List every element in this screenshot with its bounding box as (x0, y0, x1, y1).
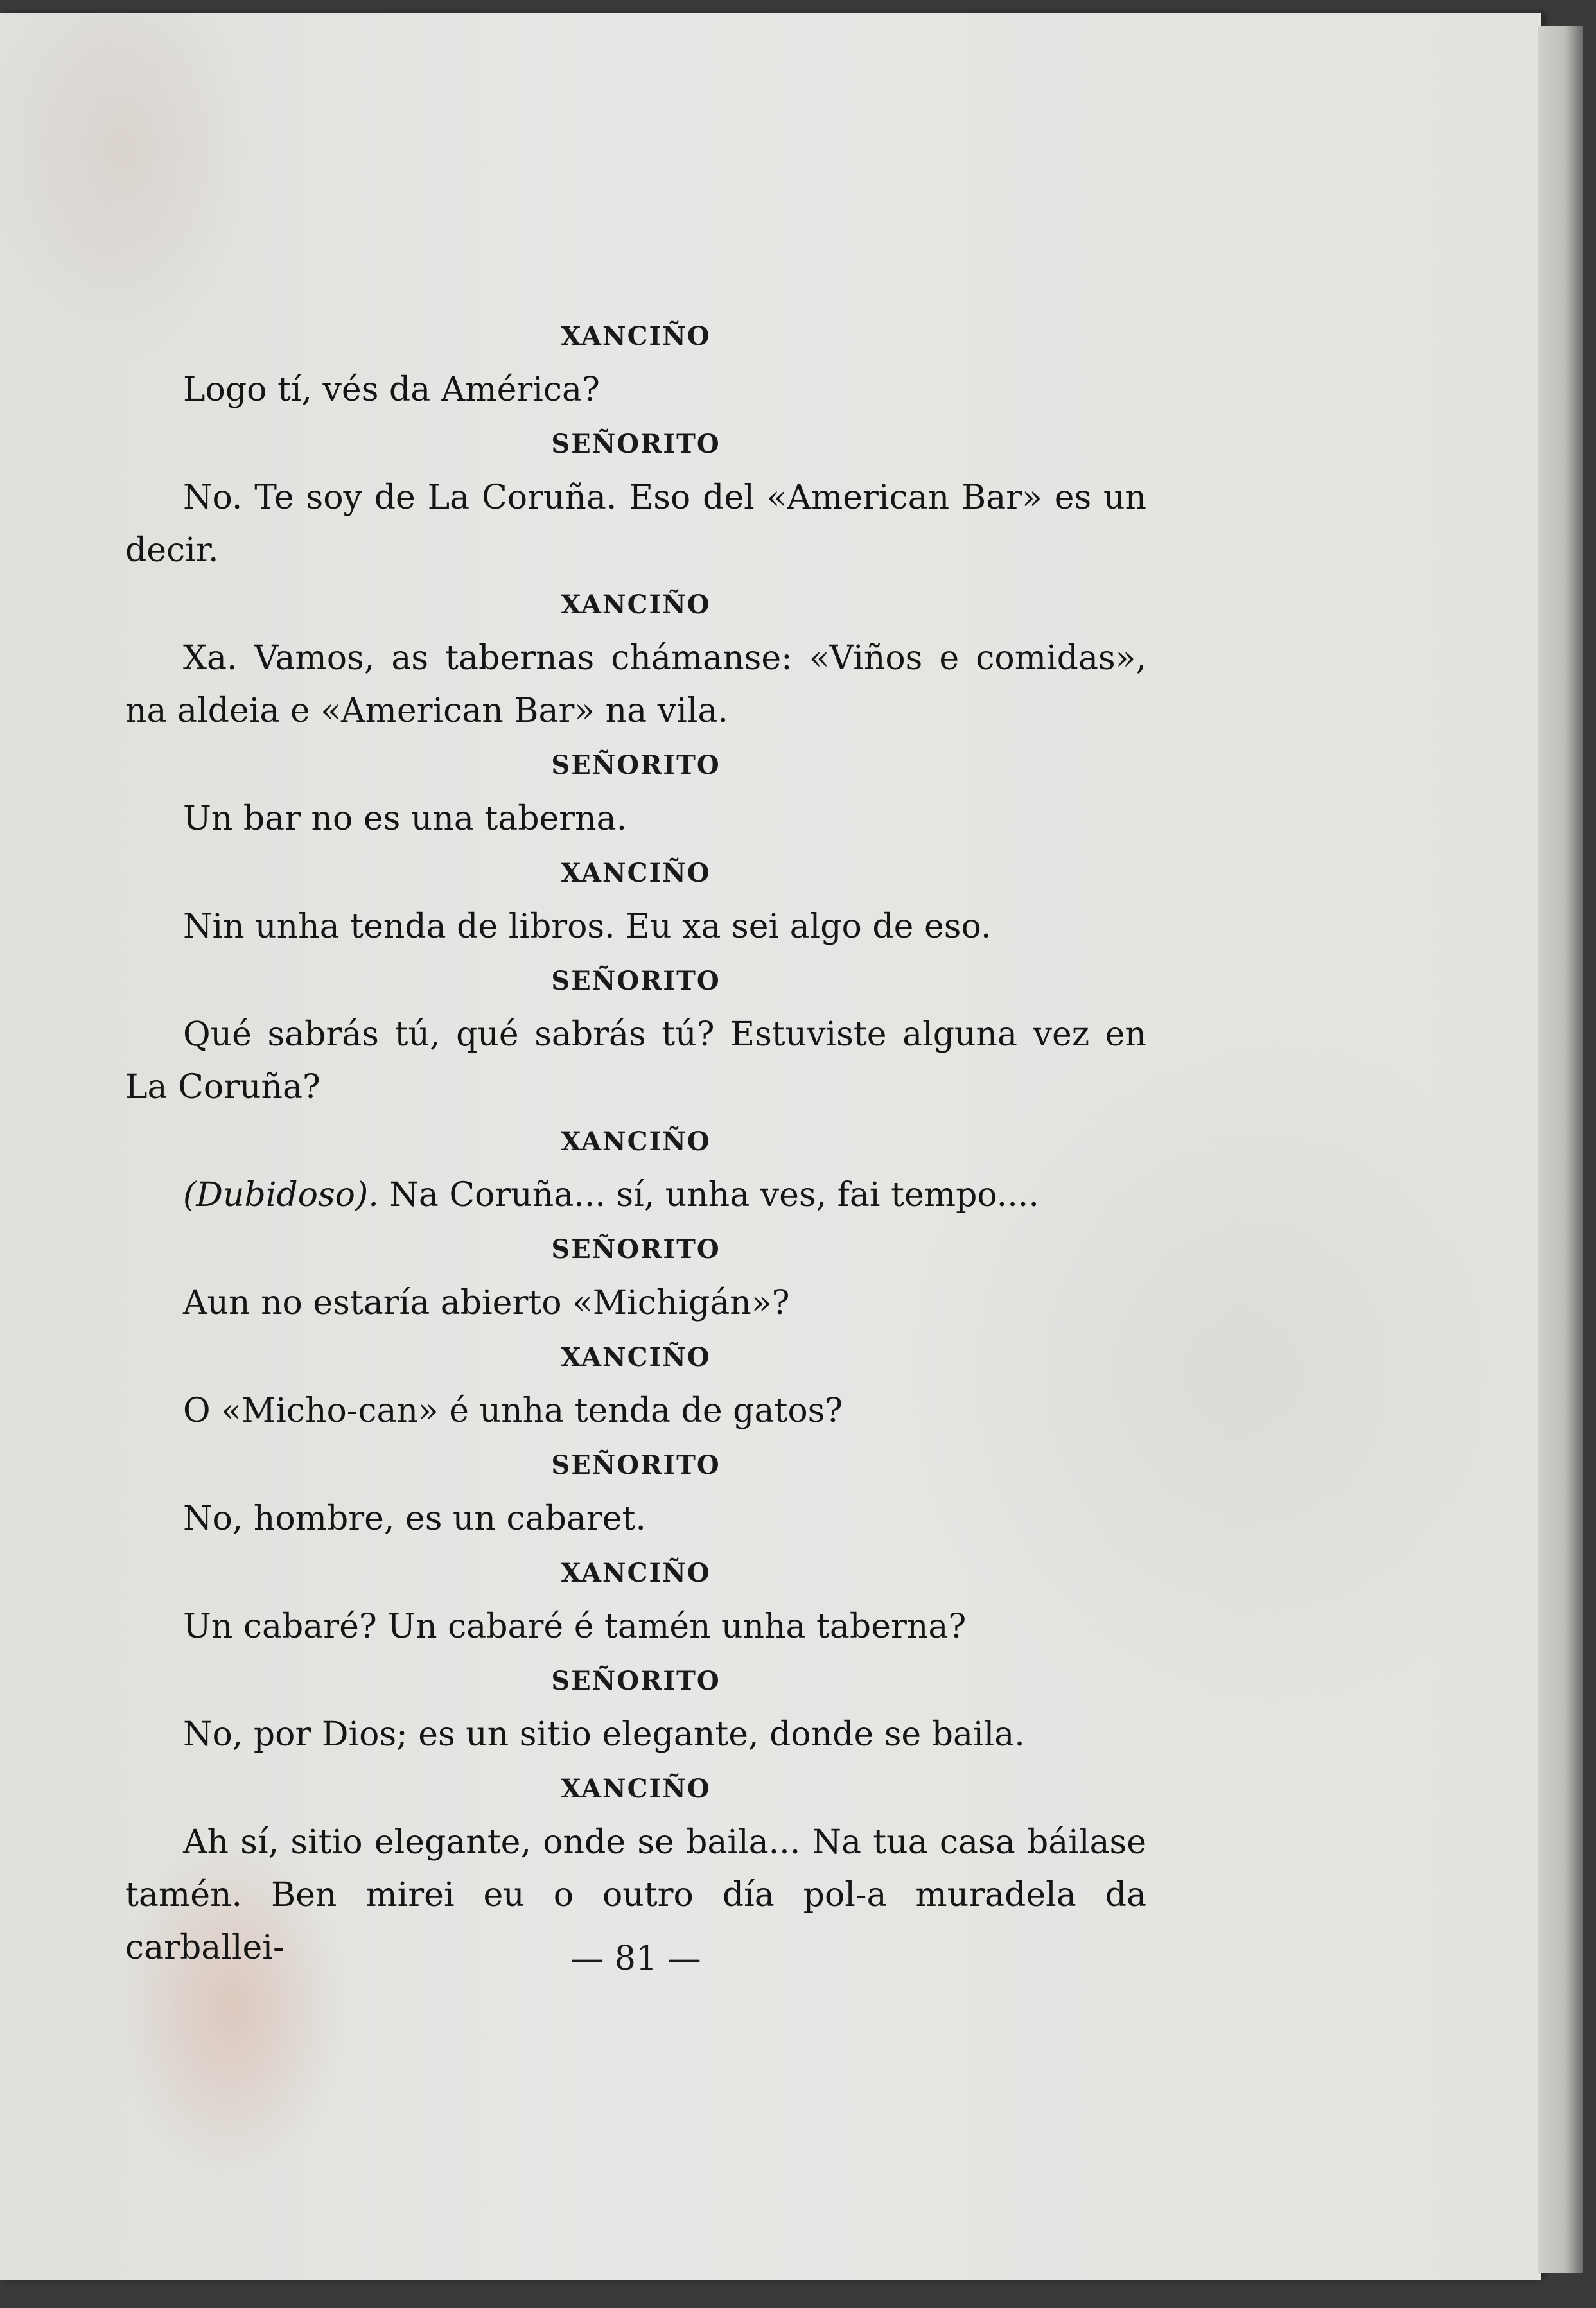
speaker-name: XANCIÑO (561, 1558, 711, 1588)
dialogue-line: Xa. Vamos, as tabernas chámanse: «Viños e comidas», na aldeia e «American Bar» na vila. (125, 639, 1146, 730)
speaker-name: SEÑORITO (551, 1450, 721, 1480)
dialogue-line: Un cabaré? Un cabaré é tamén unha taberna? (183, 1607, 967, 1646)
speaker-name: XANCIÑO (561, 1342, 711, 1372)
dialogue-line: Nin unha tenda de libros. Eu xa sei algo de eso. (183, 907, 992, 946)
speaker-name: SEÑORITO (551, 429, 721, 459)
dialogue-line-text: Na Coruña... sí, unha ves, fai tempo.... (378, 1176, 1039, 1214)
dialogue-line: Ah sí, sitio elegante, onde se baila... Na tua casa báilase tamén. Ben mirei eu o outro día pol-a muradela da carballei- (125, 1823, 1146, 1967)
dialogue-line: No. Te soy de La Coruña. Eso del «American Bar» es un decir. (125, 478, 1146, 570)
page-edge (1538, 26, 1583, 2273)
dialogue-line: Qué sabrás tú, qué sabrás tú? Estuviste alguna vez en La Coruña? (125, 1015, 1146, 1106)
page-number: — 81 — (570, 1939, 701, 1978)
dialogue-line (125, 1169, 1146, 1221)
dialogue-text (125, 308, 1146, 1978)
speaker-name: XANCIÑO (561, 858, 711, 888)
dialogue-line: O «Micho-can» é unha tenda de gatos? (183, 1392, 843, 1430)
dialogue-line: No, hombre, es un cabaret. (183, 1499, 646, 1538)
speaker-name: SEÑORITO (551, 1666, 721, 1696)
speaker-name: SEÑORITO (551, 966, 721, 996)
speaker-name: XANCIÑO (561, 590, 711, 620)
book-page (0, 13, 1541, 2280)
speaker-name: XANCIÑO (561, 321, 711, 351)
dialogue-line: No, por Dios; es un sitio elegante, donde se baila. (183, 1715, 1025, 1754)
speaker-name: SEÑORITO (551, 1234, 721, 1264)
speaker-name: XANCIÑO (561, 1126, 711, 1157)
dialogue-line: Aun no estaría abierto «Michigán»? (183, 1284, 790, 1322)
speaker-name: XANCIÑO (561, 1774, 711, 1804)
dialogue-line: Logo tí, vés da América? (183, 371, 600, 409)
dialogue-line: Un bar no es una taberna. (183, 800, 627, 838)
stage-direction: (Dubidoso). (183, 1176, 379, 1214)
speaker-name: SEÑORITO (551, 750, 721, 780)
